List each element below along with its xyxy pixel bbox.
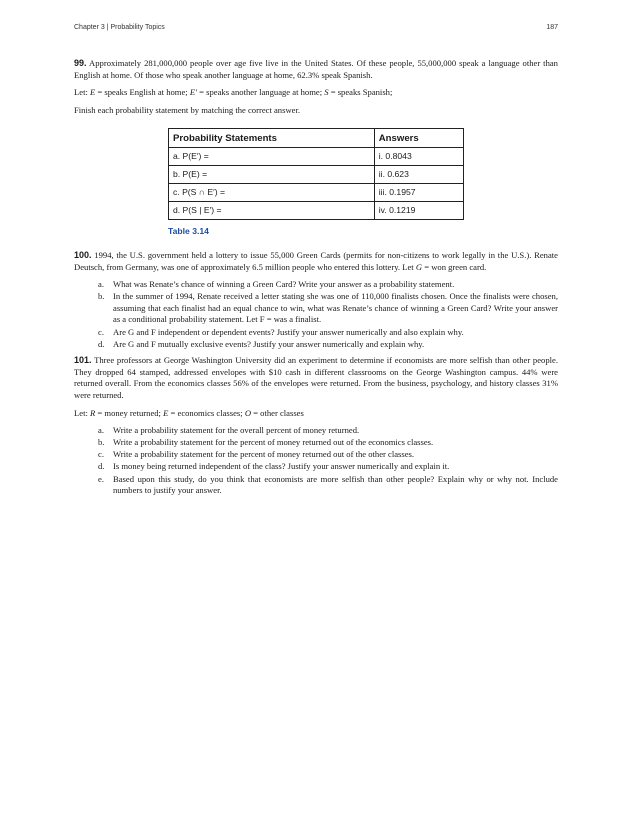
list-item <box>74 461 558 473</box>
exercise-101-number: 101. <box>74 355 92 366</box>
item-marker: e. <box>98 473 104 484</box>
item-marker: c. <box>98 449 104 460</box>
statement-cell: a. P(E′) = <box>169 148 375 166</box>
var-S: S <box>324 87 329 98</box>
table-row <box>169 148 464 166</box>
exercise-101-body: Three professors at George Washington University did an experiment to determine if economists are more selfish than other people. They dropped 64 stamped, addressed envelopes with $10 cash in different classrooms on the George Washington campus. 44% were returned overall. From the economics classes 56% of the envelopes were returned. From the business, psychology, and history classes 31% were returned. <box>74 355 558 400</box>
table-header-row <box>169 129 464 148</box>
item-marker: a. <box>98 279 104 290</box>
list-item <box>74 327 558 339</box>
list-item <box>74 449 558 461</box>
var-E: E <box>90 87 96 98</box>
item-marker: a. <box>98 425 104 436</box>
column-header: Probability Statements <box>169 129 375 148</box>
item-text: Write a probability statement for the percent of money returned out of the other classes. <box>113 449 415 460</box>
exercise-101-parts <box>74 425 558 497</box>
probability-table <box>168 128 464 220</box>
exercise-100-number: 100. <box>74 249 92 260</box>
list-item <box>74 291 558 326</box>
exercise-99-number: 99. <box>74 58 87 68</box>
exercise-100-body: 1994, the U.S. government held a lottery to issue 55,000 Green Cards (permits for non-citizens to work legally in the U.S.). Renate Deutsch, from Germany, was one of approximately 6.5 million people who entered this lottery. Let <box>74 249 558 272</box>
item-marker: b. <box>98 437 105 448</box>
chapter-title: Chapter 3 | Probability Topics <box>74 24 165 31</box>
exercise-101-definitions <box>74 408 558 420</box>
table-row <box>169 202 464 220</box>
list-item <box>74 437 558 449</box>
item-marker: b. <box>98 291 105 302</box>
exercise-100-parts <box>74 279 558 350</box>
item-text: Write a probability statement for the percent of money returned out of the economics classes. <box>113 437 434 448</box>
let-prefix: Let: <box>74 87 90 98</box>
exercise-100-body-end: = won green card. <box>422 261 487 272</box>
item-marker: c. <box>98 326 104 337</box>
page-content <box>74 58 558 502</box>
exercise-99-text <box>74 58 558 81</box>
item-text: In the summer of 1994, Renate received a letter stating she was one of 110,000 finalists chosen. Once the finalists were chosen, assuming that each finalist had an equal chance to win, what was Renate’s chance of winning a Green Card? Write your answer as a conditional probability statement. Let F = was a finalist. <box>113 291 558 325</box>
answer-cell: iv. 0.1219 <box>374 202 463 220</box>
def-O: = other classes <box>251 407 304 418</box>
item-text: Write a probability statement for the overall percent of money returned. <box>113 425 360 436</box>
def-R: = money returned; <box>95 407 164 418</box>
item-text: What was Renate’s chance of winning a Green Card? Write your answer as a probability statement. <box>113 279 455 290</box>
def-E: = economics classes; <box>168 407 245 418</box>
exercise-99-definitions <box>74 87 558 99</box>
exercise-100-text <box>74 250 558 273</box>
answer-cell: iii. 0.1957 <box>374 184 463 202</box>
statement-cell: d. P(S | E′) = <box>169 202 375 220</box>
var-R: R <box>90 407 96 418</box>
item-text: Are G and F independent or dependent events? Justify your answer numerically and also explain why. <box>113 326 464 337</box>
list-item <box>74 279 558 291</box>
answer-cell: ii. 0.623 <box>374 166 463 184</box>
item-text: Is money being returned independent of the class? Justify your answer numerically and explain it. <box>113 461 450 472</box>
var-E-prime: E′ <box>189 87 197 98</box>
statement-cell: b. P(E) = <box>169 166 375 184</box>
list-item <box>74 425 558 437</box>
list-item <box>74 474 558 497</box>
let-prefix: Let: <box>74 407 90 418</box>
def-S: = speaks Spanish; <box>328 87 393 98</box>
def-E-prime: = speaks another language at home; <box>196 87 325 98</box>
statement-cell: c. P(S ∩ E′) = <box>169 184 375 202</box>
exercise-101-text <box>74 355 558 401</box>
item-marker: d. <box>98 461 105 472</box>
page-number: 187 <box>546 24 558 31</box>
answer-cell: i. 0.8043 <box>374 148 463 166</box>
exercise-99-body: Approximately 281,000,000 people over age five live in the United States. Of these people, 55,000,000 speak a language other than English at home. Of those who speak another language at home, 62.3% speak Spanish. <box>74 58 558 80</box>
item-text: Are G and F mutually exclusive events? Justify your answer numerically and explain why. <box>113 338 425 349</box>
def-E: = speaks English at home; <box>95 87 190 98</box>
var-O: O <box>244 407 252 418</box>
column-header: Answers <box>374 129 463 148</box>
table-row <box>169 166 464 184</box>
item-marker: d. <box>98 338 105 349</box>
table-caption: Table 3.14 <box>168 226 209 237</box>
item-text: Based upon this study, do you think that economists are more selfish than other people? Explain why or why not. Include numbers to justify your answer. <box>113 473 558 496</box>
table-row <box>169 184 464 202</box>
list-item <box>74 339 558 351</box>
exercise-99-instruction: Finish each probability statement by matching the correct answer. <box>74 104 300 115</box>
var-G: G <box>415 261 423 272</box>
var-E: E <box>163 407 169 418</box>
